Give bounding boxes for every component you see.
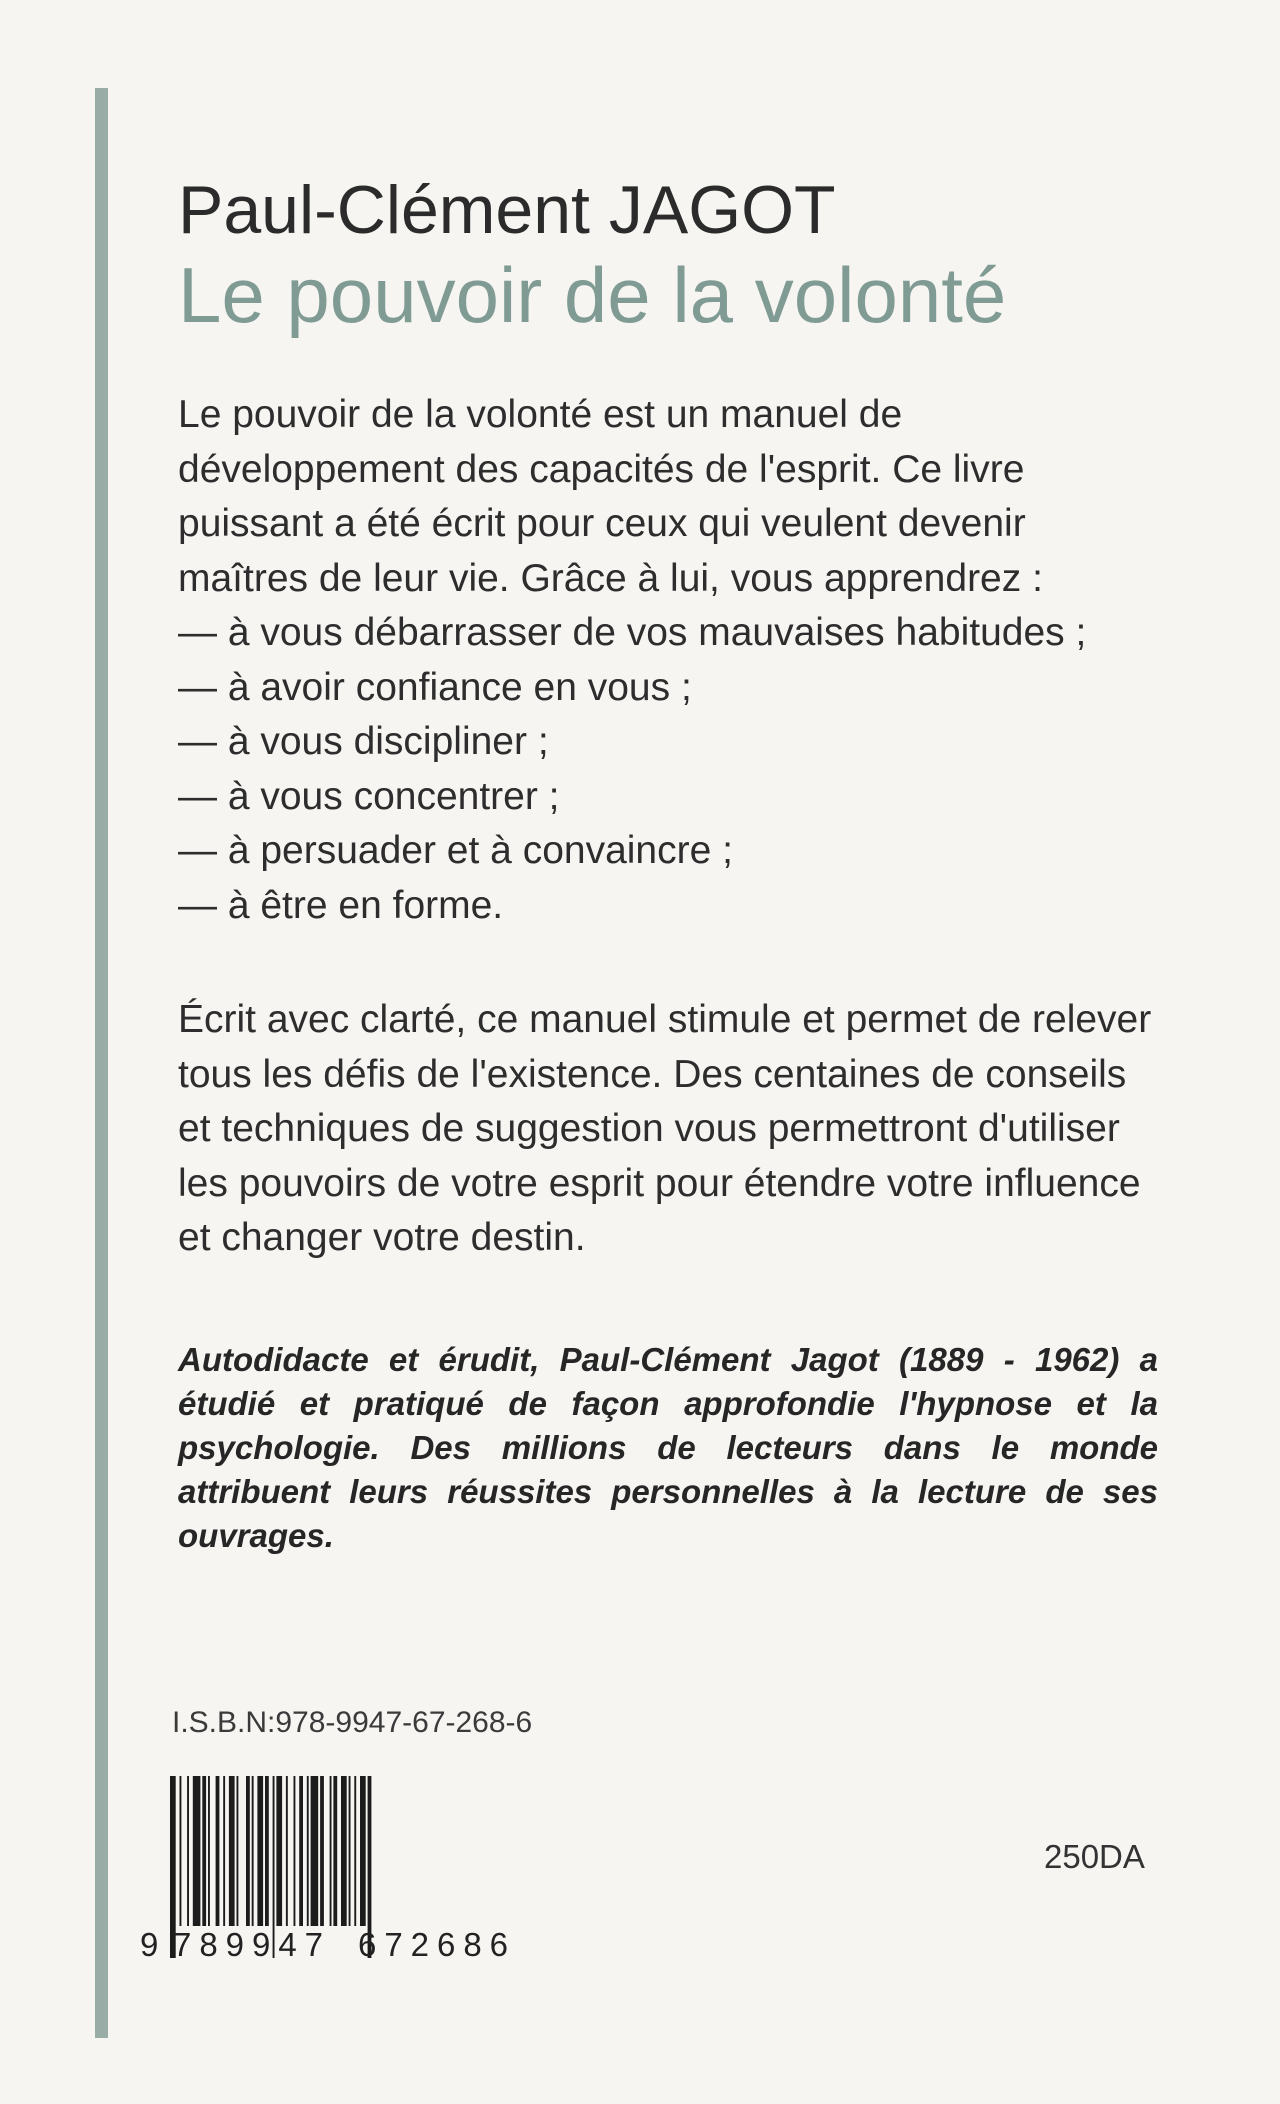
book-title: Le pouvoir de la volonté bbox=[178, 251, 1007, 339]
barcode-digits-right: 672686 bbox=[358, 1926, 508, 1961]
barcode-bar bbox=[257, 1776, 263, 1926]
barcode-graphic bbox=[138, 1776, 533, 1961]
description-paragraph-2: Écrit avec clarté, ce manuel stimule et permet de relever tous les défis de l'existence. Des centaines de conseils et techniques de suggestion vous permettront d'utiliser les pouvoirs de votre esprit pour étendre votre influence et changer votre destin. bbox=[178, 998, 1152, 1259]
author-bio: Autodidacte et érudit, Paul-Clément Jagot (1889 - 1962) a étudié et pratiqué de façon approfondie l'hypnose et la psychologie. Des millions de lecteurs dans le monde attribuent leurs réussites personnelles à la lecture de ses ouvrages. bbox=[178, 1340, 1158, 1554]
barcode-bar bbox=[299, 1776, 303, 1926]
isbn-text: I.S.B.N:978-9947-67-268-6 bbox=[172, 1706, 533, 1739]
price: 250DA bbox=[1044, 1838, 1145, 1875]
barcode-bar bbox=[349, 1776, 351, 1926]
barcode-bar bbox=[187, 1776, 189, 1926]
barcode-bar bbox=[237, 1776, 239, 1926]
barcode bbox=[138, 1776, 533, 1961]
benefit-item: — à être en forme. bbox=[178, 883, 504, 927]
barcode-bar bbox=[252, 1776, 254, 1926]
barcode-bar bbox=[193, 1776, 201, 1926]
barcode-digit-first: 9 bbox=[140, 1926, 159, 1961]
author-name: Paul-Clément JAGOT bbox=[178, 172, 836, 248]
benefits-list bbox=[178, 606, 1158, 933]
benefit-item: — à persuader et à convaincre ; bbox=[178, 829, 733, 872]
barcode-bar bbox=[273, 1776, 275, 1958]
barcode-bar bbox=[320, 1776, 324, 1926]
description bbox=[178, 388, 1158, 933]
spine-bar bbox=[95, 88, 108, 2038]
barcode-bar bbox=[307, 1776, 309, 1926]
barcode-bar bbox=[229, 1776, 235, 1926]
description-intro: Le pouvoir de la volonté est un manuel de développement des capacités de l'esprit. Ce livre puissant a été écrit pour ceux qui veulent devenir maîtres de leur vie. Grâce à lui, vous apprendrez : bbox=[178, 393, 1043, 600]
benefit-item: — à vous concentrer ; bbox=[178, 774, 560, 818]
barcode-bar bbox=[311, 1776, 319, 1926]
back-cover-content bbox=[178, 170, 1178, 1591]
benefit-item: — à vous débarrasser de vos mauvaises habitudes ; bbox=[178, 611, 1087, 654]
barcode-bar bbox=[202, 1776, 206, 1926]
barcode-bar bbox=[294, 1776, 296, 1926]
barcode-bar bbox=[341, 1776, 347, 1926]
barcode-digits-left: 789947 bbox=[173, 1926, 323, 1961]
barcode-bar bbox=[216, 1776, 220, 1926]
barcode-bar bbox=[276, 1776, 282, 1926]
barcode-bar bbox=[180, 1776, 182, 1926]
barcode-bar bbox=[360, 1776, 366, 1926]
barcode-bar bbox=[223, 1776, 225, 1926]
benefit-item: — à avoir confiance en vous ; bbox=[178, 665, 692, 709]
barcode-bar bbox=[208, 1776, 210, 1926]
barcode-bar bbox=[333, 1776, 337, 1926]
barcode-bar bbox=[330, 1776, 332, 1926]
barcode-bar bbox=[286, 1776, 288, 1926]
benefit-item: — à vous discipliner ; bbox=[178, 720, 549, 763]
barcode-bar bbox=[265, 1776, 269, 1926]
barcode-bar bbox=[354, 1776, 356, 1926]
barcode-bar bbox=[246, 1776, 250, 1926]
